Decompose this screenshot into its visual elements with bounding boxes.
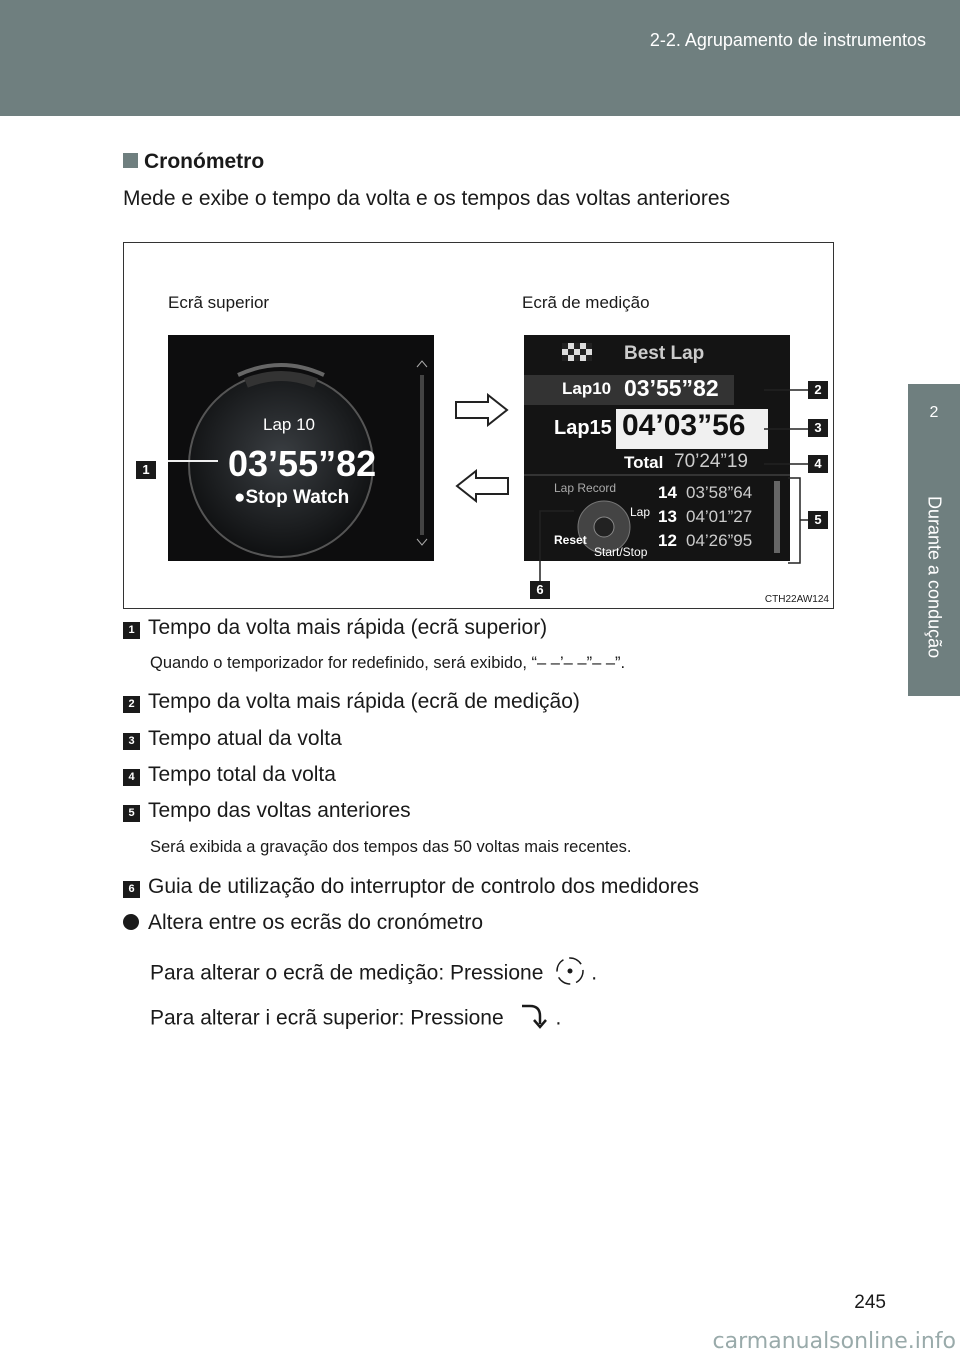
guide-startstop: Start/Stop — [594, 545, 648, 559]
chapter-number: 2 — [929, 404, 939, 421]
switch-to-top: Para alterar i ecrã superior: Pressione . — [150, 1002, 561, 1036]
switch-to-measure: Para alterar o ecrã de medição: Pressione . — [150, 956, 597, 992]
callout-3: 3 — [808, 419, 828, 437]
total-time: 70’24”19 — [674, 451, 748, 472]
record-time: 04’01”27 — [686, 507, 753, 526]
page-header — [0, 0, 960, 116]
top-lap-label: Lap 10 — [263, 415, 315, 434]
heading-square-icon — [123, 153, 138, 168]
top-lap-time: 03’55”82 — [228, 443, 377, 484]
item-4: 4 Tempo total da volta — [123, 763, 336, 787]
figure-code: CTH22AW124 — [764, 594, 829, 605]
current-lap-number: Lap15 — [554, 417, 612, 439]
bullet-icon — [123, 914, 139, 930]
watermark: carmanualsonline.info — [712, 1329, 956, 1354]
record-lap: 12 — [658, 531, 677, 550]
callout-6: 6 — [530, 581, 550, 599]
callout-2: 2 — [808, 381, 828, 399]
item-5: 5 Tempo das voltas anteriores — [123, 799, 411, 823]
best-lap-time: 03’55”82 — [624, 375, 719, 401]
callout-5: 5 — [808, 511, 828, 529]
current-lap-time: 04’03”56 — [622, 409, 746, 442]
note-item-5: Será exibida a gravação dos tempos das 50 voltas mais recentes. — [150, 838, 632, 856]
record-lap: 14 — [658, 483, 677, 502]
label-top-screen: Ecrã superior — [168, 293, 270, 312]
callout-lines — [124, 243, 835, 610]
total-label: Total — [624, 453, 664, 472]
chapter-tab — [908, 384, 960, 696]
intro-text: Mede e exibe o tempo da volta e os tempos das voltas anteriores — [123, 187, 731, 210]
best-lap-title: Best Lap — [624, 343, 705, 364]
section-heading — [123, 150, 264, 174]
section-title: 2-2. Agrupamento de instrumentos — [649, 30, 926, 50]
item-6: 6 Guia de utilização do interruptor de controlo dos medidores — [123, 875, 699, 899]
guide-lap: Lap — [630, 505, 651, 519]
note-item-1: Quando o temporizador for redefinido, será exibido, “– –’– –”– –”. — [150, 654, 626, 672]
item-1: 1 Tempo da volta mais rápida (ecrã superior) — [123, 616, 547, 640]
center-press-icon — [555, 956, 585, 992]
record-time: 04’26”95 — [686, 531, 753, 550]
heading-text: Cronómetro — [144, 150, 265, 173]
best-lap-number: Lap10 — [562, 379, 612, 398]
chapter-label: Durante a condução — [924, 496, 945, 659]
guide-reset: Reset — [554, 533, 587, 547]
lap-record-label: Lap Record — [554, 481, 617, 495]
page-number: 245 — [854, 1292, 886, 1313]
callout-1: 1 — [136, 461, 156, 479]
bullet-item: Altera entre os ecrãs do cronómetro — [123, 911, 483, 935]
record-lap: 13 — [658, 507, 677, 526]
top-mode-label: ●Stop Watch — [234, 487, 350, 508]
label-measure-screen: Ecrã de medição — [522, 293, 650, 312]
back-arrow-icon — [516, 1002, 550, 1036]
stopwatch-figure — [123, 242, 834, 609]
record-time: 03’58”64 — [686, 483, 753, 502]
item-3: 3 Tempo atual da volta — [123, 727, 342, 751]
item-2: 2 Tempo da volta mais rápida (ecrã de medição) — [123, 690, 580, 714]
callout-4: 4 — [808, 455, 828, 473]
